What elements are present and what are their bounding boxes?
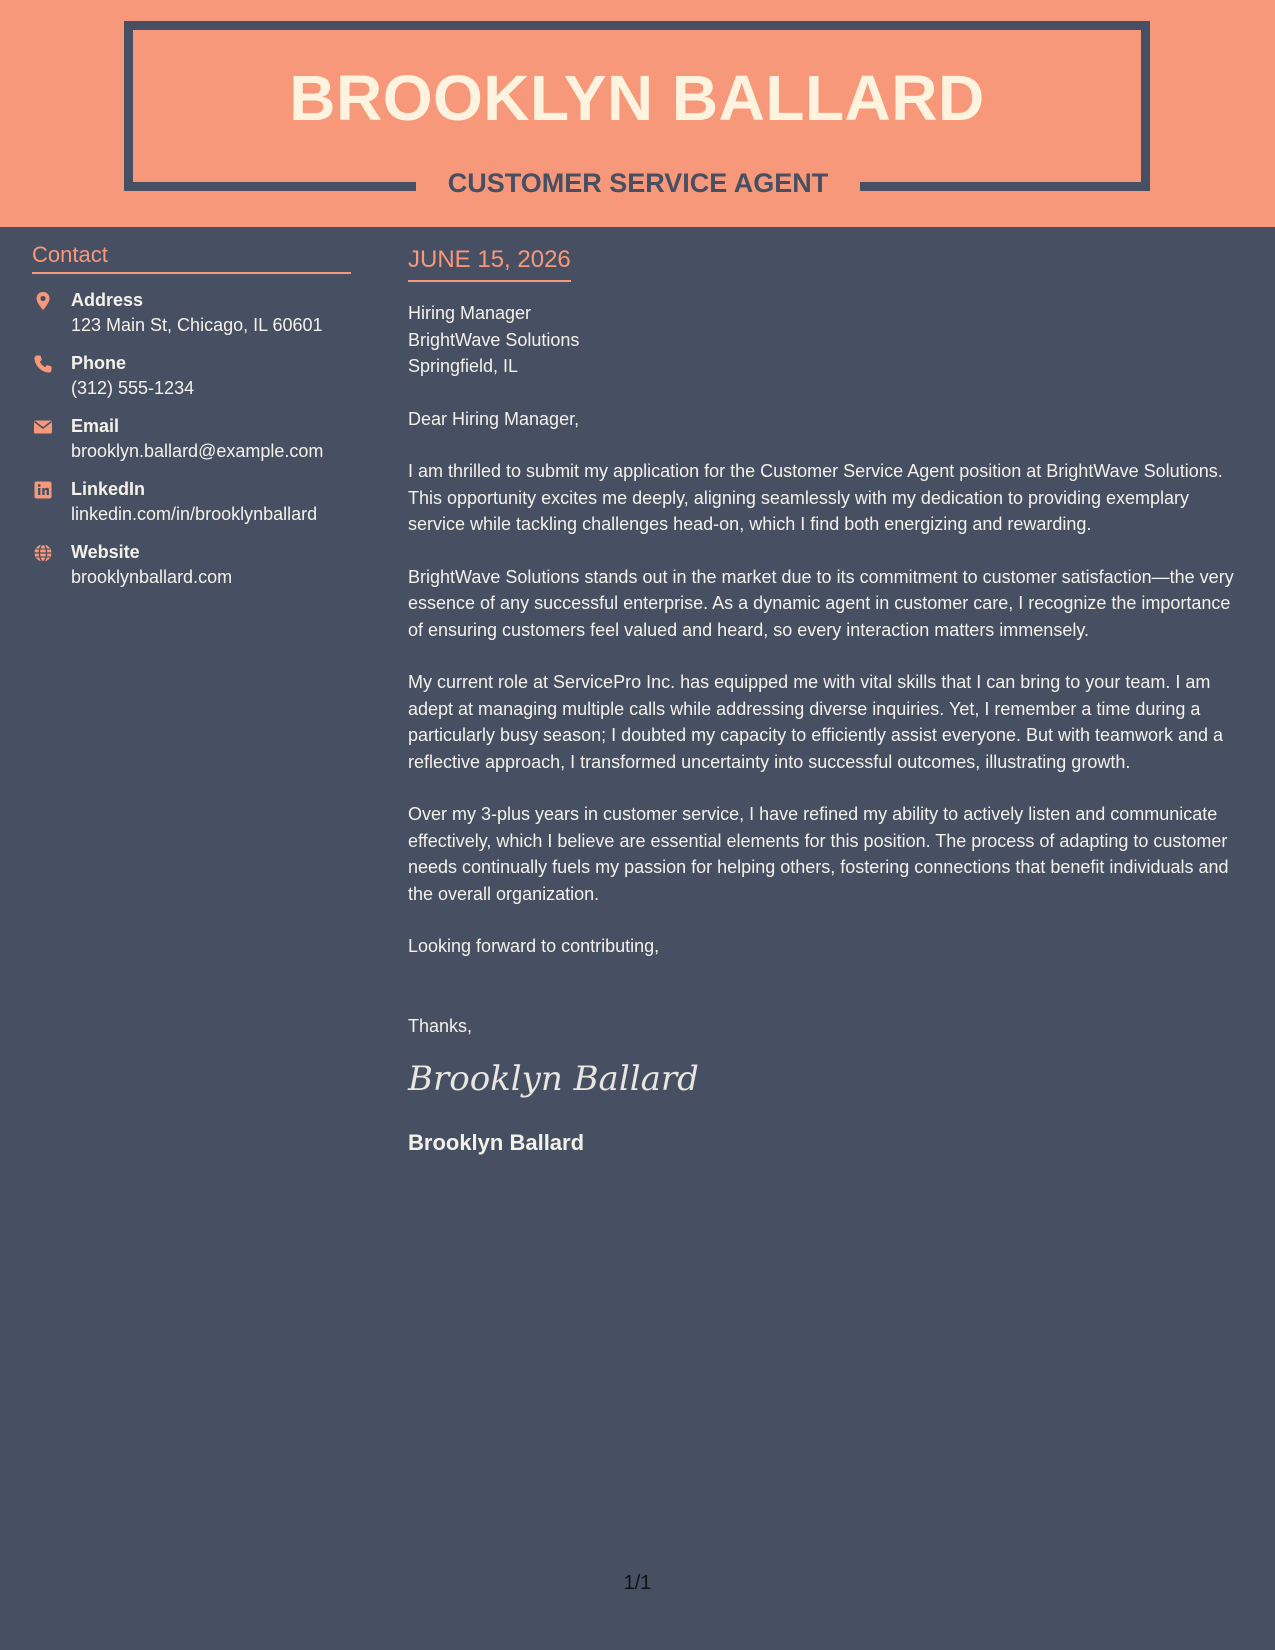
body-paragraph: I am thrilled to submit my application for the Customer Service Agent position at BrightWave Solutions. This opportunity excites me deeply, aligning seamlessly with my dedication to providing exemplary service while tackling challenges head-on, which I find both energizing and rewarding. xyxy=(408,461,1223,534)
contact-label: Phone xyxy=(71,353,127,373)
job-title: CUSTOMER SERVICE AGENT xyxy=(447,168,829,198)
linkedin-value[interactable]: linkedin.com/in/brooklynballard xyxy=(71,504,318,524)
envelope-icon xyxy=(32,416,54,438)
email-value[interactable]: brooklyn.ballard@example.com xyxy=(71,441,324,461)
contact-list xyxy=(32,288,351,603)
contact-label: Address xyxy=(71,290,144,310)
phone-icon xyxy=(32,353,54,375)
signoff: Thanks, xyxy=(408,1015,473,1036)
contact-label: Email xyxy=(71,416,120,436)
signer-name: Brooklyn Ballard xyxy=(408,1130,585,1155)
body-paragraph: Over my 3-plus years in customer service, I have refined my ability to actively listen and communicate effectively, which I believe are essential elements for this position. The process of adapting to customer needs continually fuels my passion for helping others, fostering connections that benefit individuals and the overall organization. xyxy=(408,804,1229,904)
applicant-name: BROOKLYN BALLARD xyxy=(289,62,985,134)
recipient-block xyxy=(408,300,1248,380)
header-banner xyxy=(0,0,1275,227)
map-pin-icon xyxy=(32,290,54,312)
linkedin-icon xyxy=(32,479,54,501)
letter-body xyxy=(408,244,1248,1157)
contact-item-website xyxy=(32,540,351,603)
contact-item-phone xyxy=(32,351,351,414)
body-paragraph: BrightWave Solutions stands out in the market due to its commitment to customer satisfaction—the very essence of any successful enterprise. As a dynamic agent in customer care, I recognize the importance of ensuring customers feel valued and heard, so every interaction matters immensely. xyxy=(408,566,1234,640)
globe-icon xyxy=(32,542,54,564)
salutation: Dear Hiring Manager, xyxy=(408,408,580,429)
handwritten-signature: Brooklyn Ballard xyxy=(408,1059,699,1099)
contact-item-linkedin xyxy=(32,477,351,540)
page-number: 1/1 xyxy=(623,1572,652,1594)
address-value: 123 Main St, Chicago, IL 60601 xyxy=(71,315,323,335)
contact-item-email xyxy=(32,414,351,477)
contact-item-address xyxy=(32,288,351,351)
recipient-line: Springfield, IL xyxy=(408,356,519,376)
body-paragraph: My current role at ServicePro Inc. has equipped me with vital skills that I can bring to your team. I am adept at managing multiple calls while addressing diverse inquiries. Yet, I remember a time during a particularly busy season; I doubted my capacity to efficiently assist everyone. But with teamwork and a reflective approach, I transformed uncertainty into successful outcomes, illustrating growth. xyxy=(408,672,1224,772)
phone-value: (312) 555-1234 xyxy=(71,378,195,398)
contact-label: Website xyxy=(71,542,140,562)
letter-date: JUNE 15, 2026 xyxy=(408,244,571,282)
header-frame-bottom-right xyxy=(860,182,1150,191)
contact-sidebar xyxy=(32,240,351,603)
website-value[interactable]: brooklynballard.com xyxy=(71,567,233,587)
recipient-line: BrightWave Solutions xyxy=(408,329,580,350)
header-frame-bottom-left xyxy=(124,182,416,191)
contact-label: LinkedIn xyxy=(71,479,146,499)
closing-line: Looking forward to contributing, xyxy=(408,936,660,956)
contact-heading: Contact xyxy=(32,240,351,274)
recipient-line: Hiring Manager xyxy=(408,303,532,323)
